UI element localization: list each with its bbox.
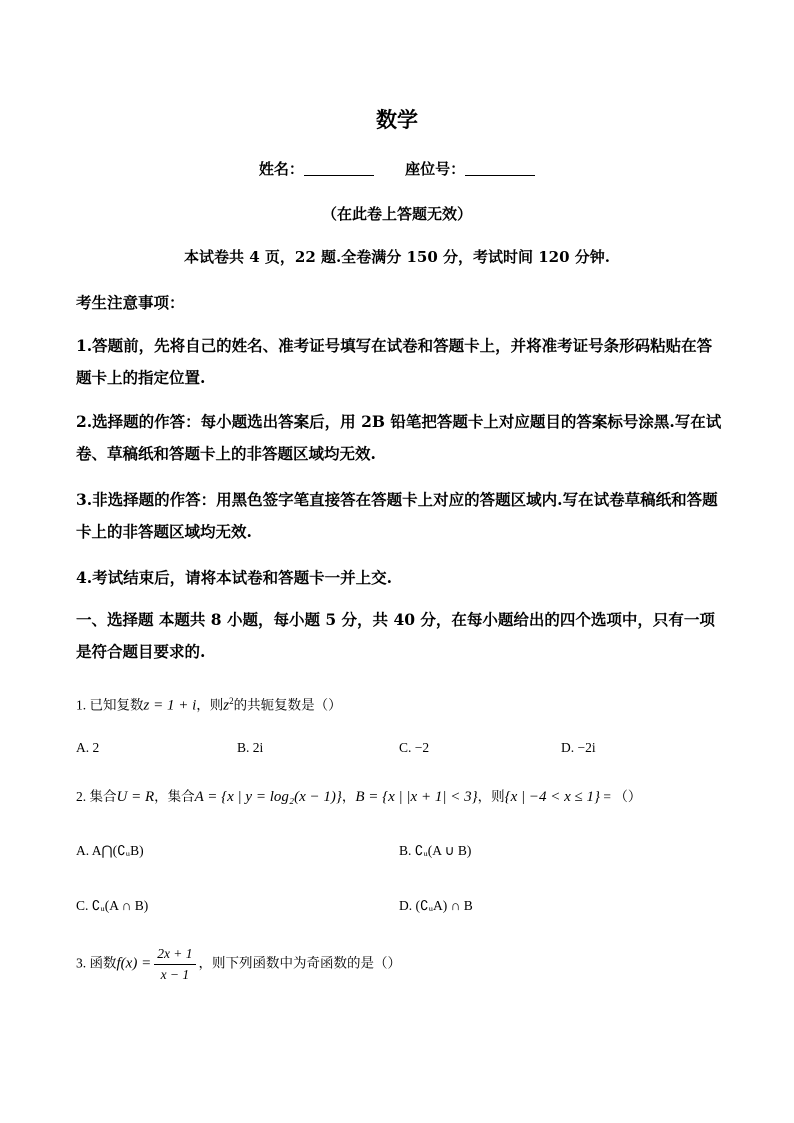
- instruction-item: 4.考试结束后，请将本试卷和答题卡一并上交.: [76, 568, 393, 587]
- q3-prefix: 3. 函数: [76, 955, 117, 971]
- page-title: 数学: [376, 107, 418, 132]
- q1-prefix: 1. 已知复数: [76, 697, 144, 713]
- q2-suffix: = （）: [600, 789, 642, 804]
- q2-prefix: 2. 集合: [76, 789, 117, 804]
- instruction-item: 1.答题前，先将自己的姓名、准考证号填写在试卷和答题卡上，并将准考证号条形码粘贴在答题卡上的指定位置.: [76, 336, 713, 387]
- q2-option-c: C. ∁ᵤ(A ∩ B): [76, 898, 149, 913]
- q2-option-d: D. (∁ᵤA) ∩ B: [399, 898, 473, 913]
- q2-mid2: ，: [341, 789, 356, 804]
- q3-suffix: ，则下列函数中为奇函数的是（）: [198, 955, 402, 971]
- name-seat-line: [0, 158, 794, 179]
- q2-mid1: ，集合: [154, 789, 195, 804]
- q1-exp: 2: [229, 696, 234, 706]
- q3-fraction: [154, 944, 195, 985]
- q2-set-b: B = {x | |x + 1| < 3}: [355, 789, 478, 805]
- q2-option-b: B. ∁ᵤ(A ∪ B): [399, 843, 472, 858]
- q1-option-c: C. −2: [399, 740, 430, 755]
- section-heading: 一、选择题 本题共 8 小题，每小题 5 分，共 40 分，在每小题给出的四个选项中，只有一项是符合题目要求的.: [76, 610, 715, 661]
- q2-set-c: {x | −4 < x ≤ 1}: [504, 789, 600, 805]
- question-2: [76, 787, 641, 807]
- q2-mid3: ，则: [477, 789, 505, 804]
- name-blank: [304, 161, 374, 176]
- q1-mid: ，则: [196, 697, 224, 713]
- q2-universe: U = R: [116, 789, 155, 805]
- q1-expr: z = 1 + i: [143, 697, 197, 714]
- question-3: [76, 944, 401, 985]
- q2-set-a: A = {x | y = log₂(x − 1)}: [194, 789, 342, 805]
- q3-denominator: x − 1: [160, 967, 190, 982]
- q1-option-a: A. 2: [76, 740, 100, 755]
- exam-info: 本试卷共 4 页，22 题.全卷满分 150 分，考试时间 120 分钟.: [184, 248, 610, 266]
- q1-option-d: D. −2i: [561, 740, 596, 755]
- q2-option-a: A. A⋂(∁ᵤB): [76, 843, 144, 858]
- instructions-heading: 考生注意事项：: [76, 293, 185, 312]
- instruction-item: 2.选择题的作答：每小题选出答案后，用 2B 铅笔把答题卡上对应题目的答案标号涂黑.写在试卷、草稿纸和答题卡上的非答题区域均无效.: [76, 412, 722, 463]
- q1-var: z: [223, 697, 230, 714]
- q3-func: f(x) =: [116, 955, 152, 972]
- q1-option-b: B. 2i: [237, 740, 264, 755]
- question-1: [76, 691, 342, 716]
- notice-line: （在此卷上答题无效）: [321, 205, 472, 223]
- name-label: 姓名：: [258, 160, 304, 178]
- q3-numerator: 2x + 1: [154, 944, 195, 965]
- seat-blank: [465, 161, 535, 176]
- q1-suffix: 的共轭复数是（）: [233, 697, 342, 713]
- seat-label: 座位号：: [405, 160, 466, 178]
- instruction-item: 3.非选择题的作答：用黑色签字笔直接答在答题卡上对应的答题区域内.写在试卷草稿纸和答题卡上的非答题区域均无效.: [76, 490, 718, 541]
